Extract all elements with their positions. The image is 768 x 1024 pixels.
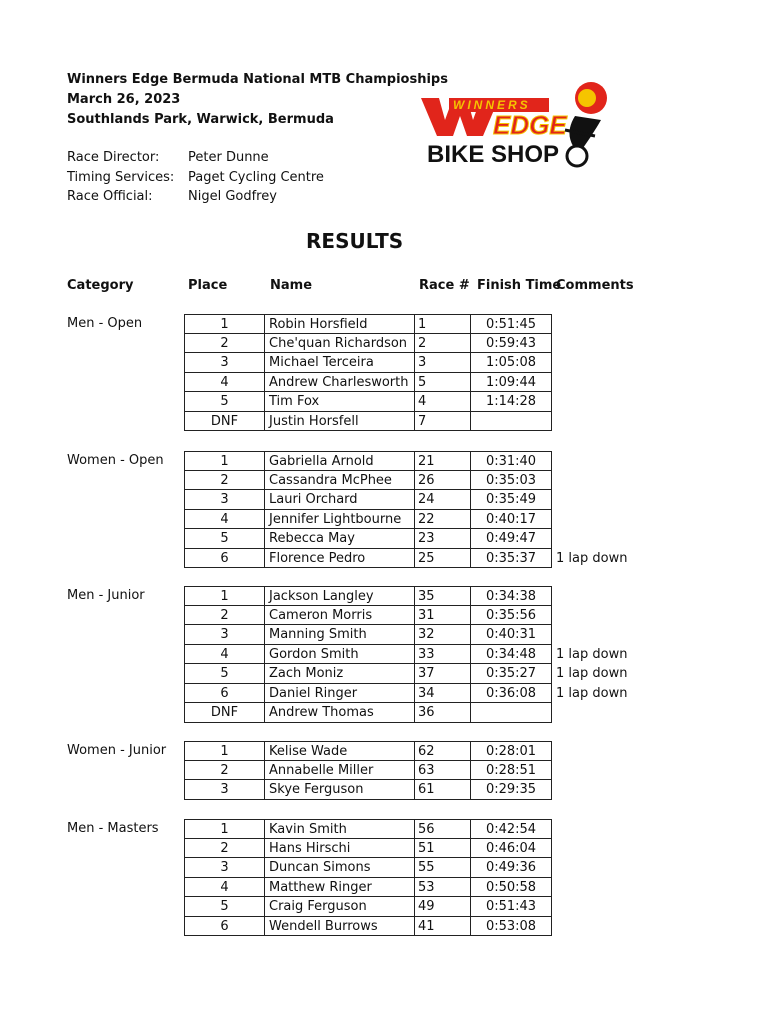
- name-cell: Gordon Smith: [265, 645, 415, 665]
- name-cell: Kelise Wade: [265, 741, 415, 761]
- name-cell: Jennifer Lightbourne: [265, 510, 415, 530]
- name-cell: Wendell Burrows: [265, 917, 415, 937]
- finish-time-cell: 0:40:17: [471, 510, 552, 530]
- official-role-director: Race Director:: [67, 150, 160, 165]
- place-cell: 3: [184, 490, 265, 510]
- place-cell: 5: [184, 529, 265, 549]
- name-cell: Che'quan Richardson: [265, 334, 415, 354]
- race-number-cell: 56: [415, 819, 471, 839]
- race-number-cell: 26: [415, 471, 471, 491]
- place-cell: 1: [184, 451, 265, 471]
- race-number-cell: 7: [415, 412, 471, 432]
- place-cell: 5: [184, 897, 265, 917]
- finish-time-cell: 0:46:04: [471, 839, 552, 859]
- results-heading: RESULTS: [306, 229, 404, 253]
- finish-time-cell: 0:53:08: [471, 917, 552, 937]
- finish-time-cell: 0:34:38: [471, 586, 552, 606]
- logo-top-text: WINNERS: [453, 98, 531, 112]
- header-race-number: Race #: [419, 278, 470, 293]
- race-number-cell: 32: [415, 625, 471, 645]
- race-number-cell: 2: [415, 334, 471, 354]
- logo-bottom-text: BIKE SHOP: [427, 141, 560, 168]
- finish-time-cell: 0:29:35: [471, 780, 552, 800]
- name-cell: Michael Terceira: [265, 353, 415, 373]
- place-cell: 2: [184, 606, 265, 626]
- header-name: Name: [270, 278, 313, 293]
- finish-time-cell: 0:51:43: [471, 897, 552, 917]
- place-cell: 1: [184, 741, 265, 761]
- finish-time-cell: 0:35:56: [471, 606, 552, 626]
- place-cell: 5: [184, 392, 265, 412]
- place-cell: 1: [184, 819, 265, 839]
- place-cell: 6: [184, 684, 265, 704]
- race-number-cell: 33: [415, 645, 471, 665]
- official-name-timing: Paget Cycling Centre: [188, 170, 324, 185]
- logo-main-text: EDGE: [493, 110, 567, 140]
- finish-time-cell: 0:35:49: [471, 490, 552, 510]
- category-label: Men - Junior: [67, 588, 145, 603]
- place-cell: 4: [184, 645, 265, 665]
- name-cell: Duncan Simons: [265, 858, 415, 878]
- finish-time-cell: 1:09:44: [471, 373, 552, 393]
- name-cell: Florence Pedro: [265, 549, 415, 569]
- place-cell: 3: [184, 858, 265, 878]
- finish-time-cell: 0:49:47: [471, 529, 552, 549]
- race-number-cell: 24: [415, 490, 471, 510]
- category-label: Men - Open: [67, 316, 143, 331]
- logo-graphic: [415, 76, 615, 172]
- place-cell: 3: [184, 780, 265, 800]
- name-cell: Robin Horsfield: [265, 314, 415, 334]
- place-cell: 3: [184, 625, 265, 645]
- finish-time-cell: 0:50:58: [471, 878, 552, 898]
- name-cell: Zach Moniz: [265, 664, 415, 684]
- place-cell: 2: [184, 761, 265, 781]
- place-cell: 2: [184, 334, 265, 354]
- race-number-cell: 49: [415, 897, 471, 917]
- header-finish-time: Finish Time: [477, 278, 562, 293]
- finish-time-cell: 0:51:45: [471, 314, 552, 334]
- comment-cell: 1 lap down: [556, 685, 628, 701]
- finish-time-cell: 0:28:51: [471, 761, 552, 781]
- race-number-cell: 55: [415, 858, 471, 878]
- race-number-cell: 36: [415, 703, 471, 723]
- header-comments: Comments: [556, 278, 634, 293]
- header-place: Place: [188, 278, 228, 293]
- race-number-cell: 35: [415, 586, 471, 606]
- name-cell: Gabriella Arnold: [265, 451, 415, 471]
- header-category: Category: [67, 278, 134, 293]
- place-cell: 4: [184, 373, 265, 393]
- official-name-official: Nigel Godfrey: [188, 189, 277, 204]
- name-cell: Cassandra McPhee: [265, 471, 415, 491]
- place-cell: 5: [184, 664, 265, 684]
- race-number-cell: 1: [415, 314, 471, 334]
- race-number-cell: 31: [415, 606, 471, 626]
- logo-wheel: [567, 146, 587, 166]
- finish-time-cell: [471, 703, 552, 723]
- race-number-cell: 41: [415, 917, 471, 937]
- finish-time-cell: 0:28:01: [471, 741, 552, 761]
- race-number-cell: 5: [415, 373, 471, 393]
- finish-time-cell: 0:35:03: [471, 471, 552, 491]
- name-cell: Rebecca May: [265, 529, 415, 549]
- finish-time-cell: 0:31:40: [471, 451, 552, 471]
- finish-time-cell: 0:35:37: [471, 549, 552, 569]
- name-cell: Lauri Orchard: [265, 490, 415, 510]
- winners-edge-logo: [415, 76, 615, 172]
- race-number-cell: 61: [415, 780, 471, 800]
- race-number-cell: 4: [415, 392, 471, 412]
- official-name-director: Peter Dunne: [188, 150, 269, 165]
- race-number-cell: 63: [415, 761, 471, 781]
- name-cell: Manning Smith: [265, 625, 415, 645]
- place-cell: 1: [184, 314, 265, 334]
- event-venue: Southlands Park, Warwick, Bermuda: [67, 112, 334, 127]
- place-cell: 2: [184, 471, 265, 491]
- name-cell: Matthew Ringer: [265, 878, 415, 898]
- finish-time-cell: [471, 412, 552, 432]
- finish-time-cell: 0:34:48: [471, 645, 552, 665]
- comment-cell: 1 lap down: [556, 666, 628, 681]
- race-number-cell: 53: [415, 878, 471, 898]
- finish-time-cell: 1:05:08: [471, 353, 552, 373]
- race-number-cell: 34: [415, 684, 471, 704]
- place-cell: 6: [184, 917, 265, 937]
- category-label: Women - Junior: [67, 743, 167, 758]
- name-cell: Hans Hirschi: [265, 839, 415, 859]
- name-cell: Tim Fox: [265, 392, 415, 412]
- race-number-cell: 3: [415, 353, 471, 373]
- finish-time-cell: 0:40:31: [471, 625, 552, 645]
- race-number-cell: 62: [415, 741, 471, 761]
- race-number-cell: 21: [415, 451, 471, 471]
- place-cell: 1: [184, 586, 265, 606]
- finish-time-cell: 0:49:36: [471, 858, 552, 878]
- category-label: Women - Open: [67, 453, 164, 468]
- name-cell: Daniel Ringer: [265, 684, 415, 704]
- place-cell: 4: [184, 878, 265, 898]
- name-cell: Skye Ferguson: [265, 780, 415, 800]
- place-cell: 4: [184, 510, 265, 530]
- event-date: March 26, 2023: [67, 92, 181, 107]
- name-cell: Andrew Charlesworth: [265, 373, 415, 393]
- name-cell: Kavin Smith: [265, 819, 415, 839]
- place-cell: DNF: [184, 412, 265, 432]
- name-cell: Craig Ferguson: [265, 897, 415, 917]
- finish-time-cell: 0:42:54: [471, 819, 552, 839]
- category-label: Men - Masters: [67, 821, 159, 836]
- official-role-timing: Timing Services:: [67, 170, 175, 185]
- event-title: Winners Edge Bermuda National MTB Champioships: [67, 72, 448, 87]
- name-cell: Andrew Thomas: [265, 703, 415, 723]
- race-number-cell: 51: [415, 839, 471, 859]
- place-cell: 6: [184, 549, 265, 569]
- finish-time-cell: 0:36:08: [471, 684, 552, 704]
- logo-helmet-visor: [578, 89, 596, 107]
- race-number-cell: 22: [415, 510, 471, 530]
- place-cell: DNF: [184, 703, 265, 723]
- name-cell: Cameron Morris: [265, 606, 415, 626]
- name-cell: Jackson Langley: [265, 586, 415, 606]
- name-cell: Justin Horsfell: [265, 412, 415, 432]
- place-cell: 3: [184, 353, 265, 373]
- finish-time-cell: 0:35:27: [471, 664, 552, 684]
- finish-time-cell: 1:14:28: [471, 392, 552, 412]
- comment-cell: 1 lap down: [556, 550, 628, 566]
- official-role-official: Race Official:: [67, 189, 153, 204]
- place-cell: 2: [184, 839, 265, 859]
- comment-cell: 1 lap down: [556, 646, 628, 662]
- race-number-cell: 37: [415, 664, 471, 684]
- race-number-cell: 23: [415, 529, 471, 549]
- race-number-cell: 25: [415, 549, 471, 569]
- name-cell: Annabelle Miller: [265, 761, 415, 781]
- finish-time-cell: 0:59:43: [471, 334, 552, 354]
